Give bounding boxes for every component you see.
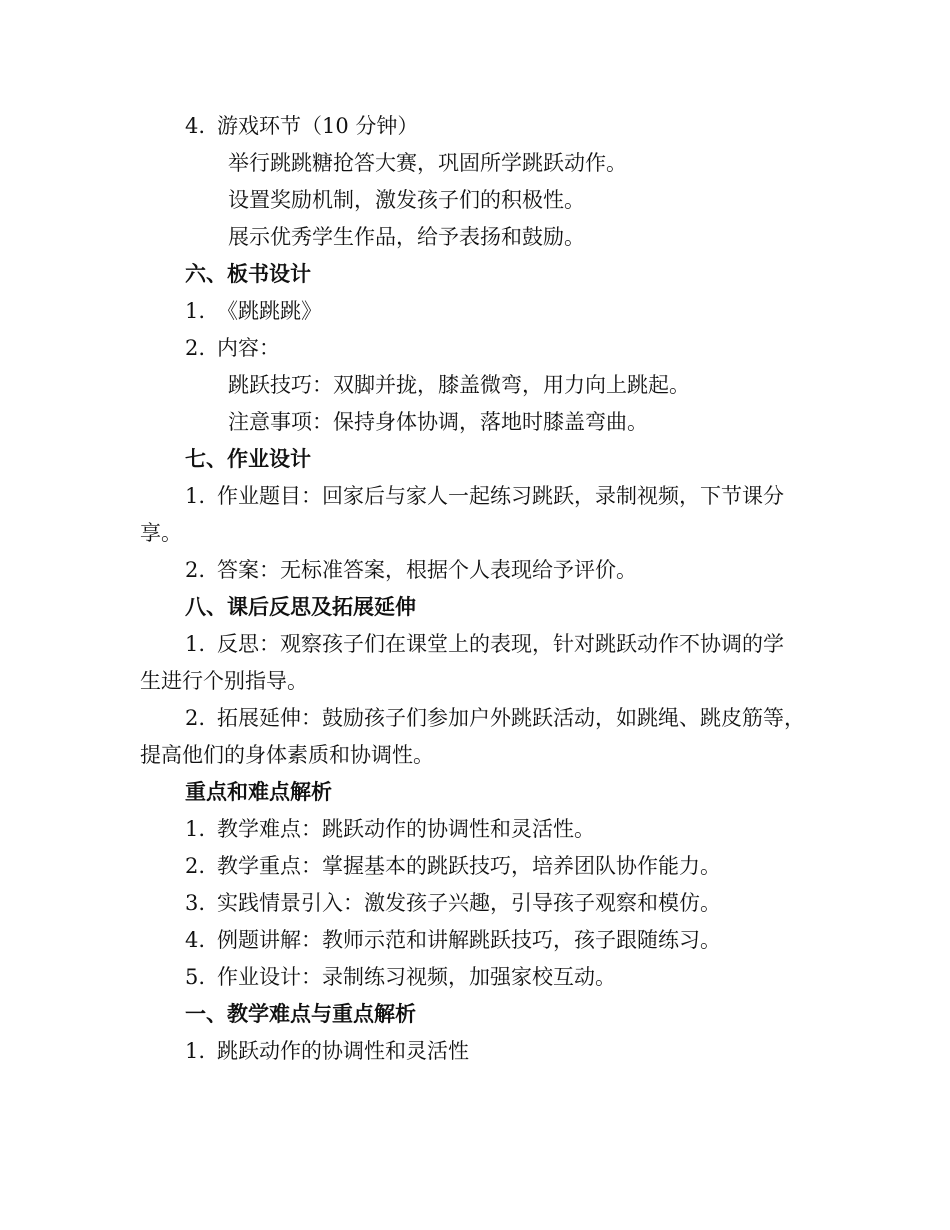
analysis-heading: 一、教学难点与重点解析 <box>185 1002 416 1026</box>
homework-item-1-continued: 享。 <box>140 521 182 545</box>
reflection-item-2-continued: 提高他们的身体素质和协调性。 <box>140 743 434 767</box>
board-content-line: 注意事项：保持身体协调，落地时膝盖弯曲。 <box>228 410 648 434</box>
analysis-item-1: 1. 跳跃动作的协调性和灵活性 <box>185 1039 469 1063</box>
board-item-1: 1. 《跳跳跳》 <box>185 299 322 323</box>
homework-item-2: 2. 答案：无标准答案，根据个人表现给予评价。 <box>185 558 637 582</box>
reflection-heading: 八、课后反思及拓展延伸 <box>185 595 416 619</box>
key-point-item: 3. 实践情景引入：激发孩子兴趣，引导孩子观察和模仿。 <box>185 891 721 915</box>
key-point-item: 5. 作业设计：录制练习视频，加强家校互动。 <box>185 965 616 989</box>
board-content-line: 跳跃技巧：双脚并拢，膝盖微弯，用力向上跳起。 <box>228 373 690 397</box>
homework-heading: 七、作业设计 <box>185 447 311 471</box>
key-point-item: 2. 教学重点：掌握基本的跳跃技巧，培养团队协作能力。 <box>185 854 721 878</box>
key-points-heading: 重点和难点解析 <box>185 780 332 804</box>
board-design-heading: 六、板书设计 <box>185 262 311 286</box>
key-point-item: 1. 教学难点：跳跃动作的协调性和灵活性。 <box>185 817 595 841</box>
reflection-item-1-continued: 生进行个别指导。 <box>140 669 308 693</box>
homework-item-1: 1. 作业题目：回家后与家人一起练习跳跃，录制视频，下节课分 <box>185 484 784 508</box>
reflection-item-1: 1. 反思：观察孩子们在课堂上的表现，针对跳跃动作不协调的学 <box>185 632 784 656</box>
game-item: 展示优秀学生作品，给予表扬和鼓励。 <box>228 225 585 249</box>
key-point-item: 4. 例题讲解：教师示范和讲解跳跃技巧，孩子跟随练习。 <box>185 928 721 952</box>
board-item-2: 2. 内容： <box>185 336 280 360</box>
game-section-title: 4. 游戏环节（10 分钟） <box>185 114 419 138</box>
game-item: 设置奖励机制，激发孩子们的积极性。 <box>228 188 585 212</box>
game-item: 举行跳跳糖抢答大赛，巩固所学跳跃动作。 <box>228 151 627 175</box>
reflection-item-2: 2. 拓展延伸：鼓励孩子们参加户外跳跃活动，如跳绳、跳皮筋等， <box>185 706 805 730</box>
